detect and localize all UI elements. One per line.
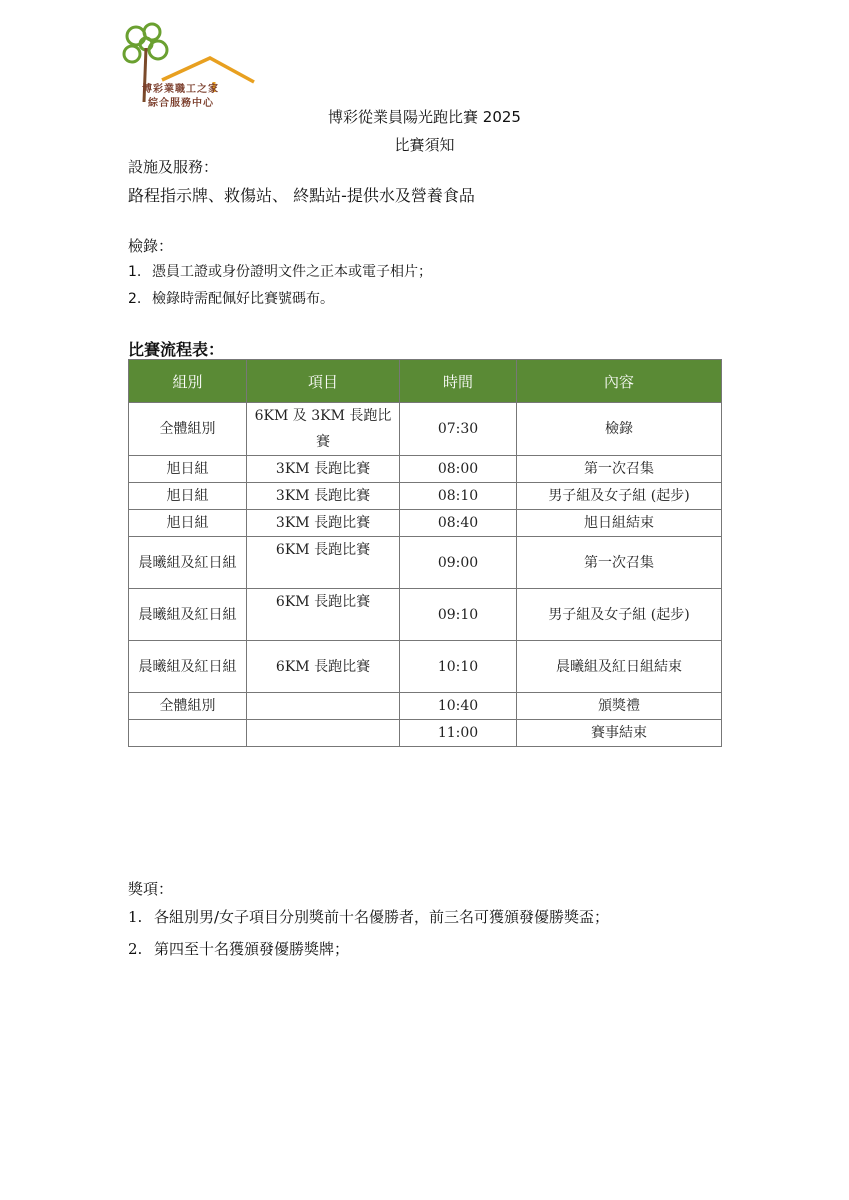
table-cell: 10:40 bbox=[400, 693, 517, 720]
list-text: 檢錄時需配佩好比賽號碼布。 bbox=[152, 291, 334, 307]
list-number: 2. bbox=[128, 940, 143, 958]
list-number: 1. bbox=[128, 264, 142, 280]
table-cell: 檢錄 bbox=[517, 403, 722, 456]
column-header-content: 內容 bbox=[517, 360, 722, 403]
table-cell: 3KM 長跑比賽 bbox=[247, 483, 400, 510]
table-cell: 6KM 長跑比賽 bbox=[247, 589, 400, 641]
column-header-time: 時間 bbox=[400, 360, 517, 403]
facilities-heading: 設施及服務： bbox=[128, 158, 219, 176]
table-cell: 旭日組 bbox=[129, 456, 247, 483]
table-row bbox=[129, 403, 722, 456]
table-cell: 晨曦組及紅日組結束 bbox=[517, 641, 722, 693]
table-cell: 08:10 bbox=[400, 483, 517, 510]
list-number: 2. bbox=[128, 291, 142, 307]
table-cell: 08:00 bbox=[400, 456, 517, 483]
facilities-text: 路程指示牌、救傷站、 終點站-提供水及營養食品 bbox=[128, 186, 475, 205]
table-row bbox=[129, 483, 722, 510]
table-cell: 晨曦組及紅日組 bbox=[129, 589, 247, 641]
list-text: 各組別男/女子項目分別獎前十名優勝者，前三名可獲頒發優勝獎盃； bbox=[154, 908, 610, 926]
table-cell: 07:30 bbox=[400, 403, 517, 456]
table-cell: 第一次召集 bbox=[517, 456, 722, 483]
table-row bbox=[129, 720, 722, 747]
list-number: 1. bbox=[128, 908, 143, 926]
table-cell: 11:00 bbox=[400, 720, 517, 747]
table-cell: 晨曦組及紅日組 bbox=[129, 641, 247, 693]
table-row bbox=[129, 641, 722, 693]
table-cell: 旭日組結束 bbox=[517, 510, 722, 537]
list-text: 憑員工證或身份證明文件之正本或電子相片； bbox=[152, 264, 432, 280]
table-row bbox=[129, 589, 722, 641]
table-header-row bbox=[129, 360, 722, 403]
table-cell: 3KM 長跑比賽 bbox=[247, 510, 400, 537]
table-row bbox=[129, 693, 722, 720]
checkin-item bbox=[128, 288, 334, 308]
table-cell: 男子組及女子組 (起步) bbox=[517, 589, 722, 641]
table-cell: 晨曦組及紅日組 bbox=[129, 537, 247, 589]
logo-text-line2: 綜合服務中心 bbox=[148, 98, 214, 109]
column-header-event: 項目 bbox=[247, 360, 400, 403]
schedule-heading: 比賽流程表： bbox=[128, 340, 225, 359]
table-cell: 3KM 長跑比賽 bbox=[247, 456, 400, 483]
table-cell bbox=[247, 720, 400, 747]
table-cell: 男子組及女子組 (起步) bbox=[517, 483, 722, 510]
column-header-group: 組別 bbox=[129, 360, 247, 403]
prize-item bbox=[128, 938, 349, 959]
table-cell: 6KM 及 3KM 長跑比賽 bbox=[247, 403, 400, 456]
table-cell: 09:10 bbox=[400, 589, 517, 641]
logo-text-line1: 博彩業職工之家 bbox=[142, 84, 219, 95]
table-cell: 旭日組 bbox=[129, 510, 247, 537]
list-text: 第四至十名獲頒發優勝獎牌； bbox=[154, 940, 350, 958]
table-cell bbox=[247, 693, 400, 720]
table-cell: 賽事結束 bbox=[517, 720, 722, 747]
table-cell: 全體組別 bbox=[129, 693, 247, 720]
table-row bbox=[129, 510, 722, 537]
table-cell: 全體組別 bbox=[129, 403, 247, 456]
table-cell: 旭日組 bbox=[129, 483, 247, 510]
table-cell bbox=[129, 720, 247, 747]
table-cell: 09:00 bbox=[400, 537, 517, 589]
table-cell: 08:40 bbox=[400, 510, 517, 537]
checkin-item bbox=[128, 261, 432, 281]
table-row bbox=[129, 537, 722, 589]
table-cell: 第一次召集 bbox=[517, 537, 722, 589]
schedule-table bbox=[128, 359, 722, 747]
table-row bbox=[129, 456, 722, 483]
table-cell: 10:10 bbox=[400, 641, 517, 693]
prizes-heading: 獎項： bbox=[128, 880, 174, 898]
table-cell: 6KM 長跑比賽 bbox=[247, 641, 400, 693]
document-subtitle: 比賽須知 bbox=[394, 136, 455, 154]
document-title: 博彩從業員陽光跑比賽 2025 bbox=[328, 108, 521, 126]
table-cell: 頒獎禮 bbox=[517, 693, 722, 720]
house-roof-icon bbox=[162, 58, 254, 82]
checkin-heading: 檢錄： bbox=[128, 237, 174, 255]
prize-item bbox=[128, 906, 609, 927]
table-cell: 6KM 長跑比賽 bbox=[247, 537, 400, 589]
